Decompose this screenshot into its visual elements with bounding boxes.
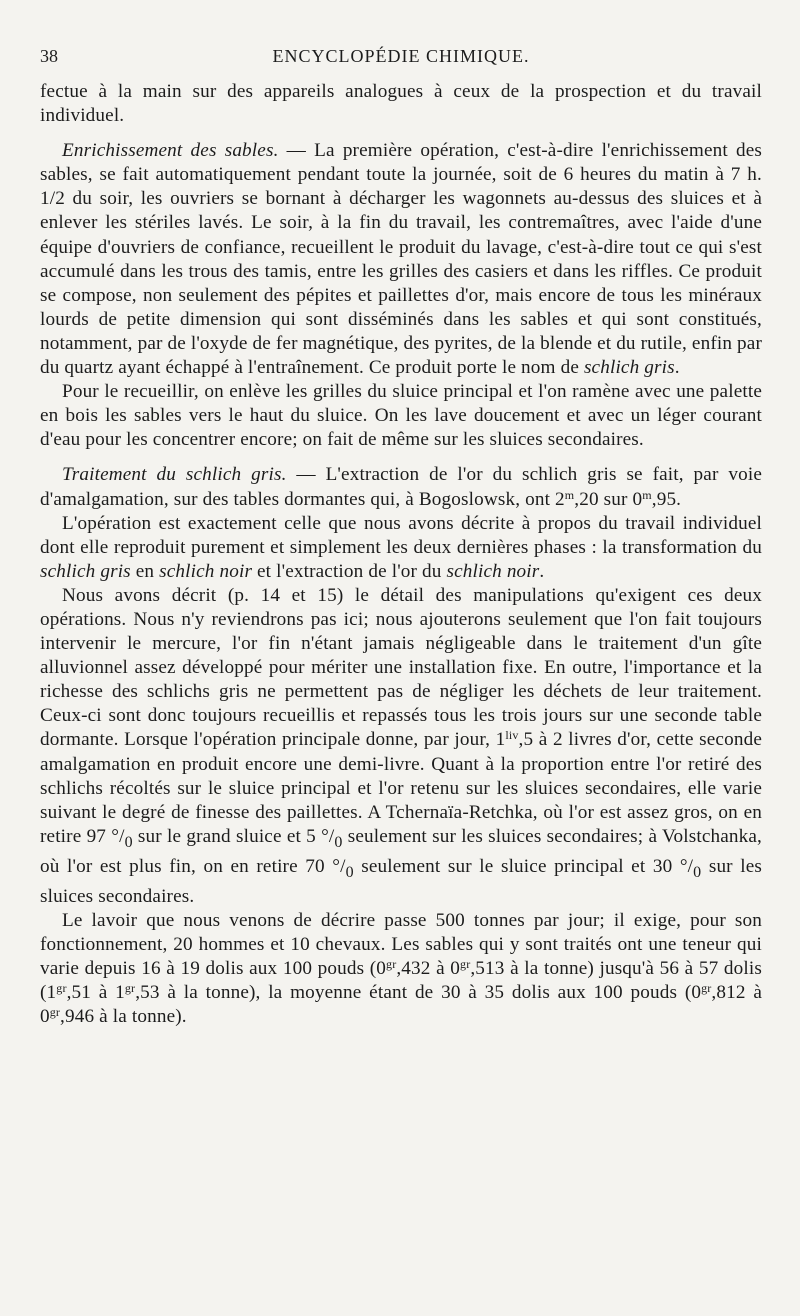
body-text (40, 80, 762, 1029)
superscript: gr (386, 956, 397, 971)
paragraph-manipulations (40, 584, 762, 909)
paragraph-text: ,5 à 2 livres d'or, cette seconde amalgamation en produit encore une demi-livre. Quant à la proportion entre l'or retiré des schlichs récoltés sur le sluice principal et l'or retenu sur les sluices secondaires, elle varie suivant le degré de finesse des paillettes. A Tchernaïa-Retchka, où l'or est assez gros, on en retire 97 °/ (40, 729, 762, 847)
paragraph-text: seulement sur le sluice principal et 30 °/ (353, 855, 694, 877)
subscript: 0 (334, 833, 343, 851)
paragraph-text: — La première opération, c'est-à-dire l'enrichissement des sables, se fait automatiquement pendant toute la journée, soit de 6 heures du matin à 7 h. 1/2 du soir, les ouvriers se bornant à décharger les wagonnets au-dessus des sluices et à enlever les stériles lavés. Le soir, à la fin du travail, les contremaîtres, avec l'aide d'une équipe d'ouvriers de confiance, recueillent le produit du lavage, c'est-à-dire tout ce qui s'est accumulé dans les trous des tamis, entre les grilles des casiers et dans les riffles. Ce produit se compose, non seulement des pépites et paillettes d'or, mais encore de tous les minéraux lourds de petite dimension qui sont disséminés dans les sables et qui sont constitués, notamment, par de l'oxyde de fer magnétique, des pyrites, de la blende et du rutile, enfin par du quartz ayant échappé à l'entraînement. Ce produit porte le nom de (40, 140, 763, 379)
paragraph-text: Pour le recueillir, on enlève les grilles du sluice principal et l'on ramène avec une palette en bois les sables vers le haut du sluice. On les lave doucement et avec un léger courant d'eau pour les concentrer encore; on fait de même sur les sluices secondaires. (40, 381, 762, 451)
superscript: m (564, 487, 575, 502)
subscript: 0 (124, 833, 133, 851)
paragraph-text: Le lavoir que nous venons de décrire passe 500 tonnes par jour; il exige, pour son fonctionnement, 20 hommes et 10 chevaux. Les sables qui y sont traités ont une teneur qui varie depuis 16 à 19 dolis aux 100 pouds (0 (40, 909, 762, 979)
paragraph-text: sur le grand sluice et 5 °/ (132, 825, 335, 847)
paragraph-text: sur les sluices secondaires. (40, 855, 762, 907)
paragraph-traitement (40, 463, 762, 511)
paragraph-text: seulement sur les sluices secondaires; à Volstchanka, où l'or est plus fin, on en retire 70 °/ (40, 825, 763, 877)
paragraph-text: ,53 à la tonne), la moyenne étant de 30 à 35 dolis aux 100 pouds (0 (135, 982, 702, 1004)
term-schlich-gris: schlich gris (583, 357, 675, 379)
superscript: gr (460, 956, 471, 971)
paragraph-text: — L'extraction de l'or du schlich gris se fait, par voie d'amalgamation, sur des tables dormantes qui, à Bogoslowsk, ont 2 (40, 464, 762, 510)
term: schlich noir (159, 560, 253, 582)
superscript: m (642, 487, 652, 502)
page-header (40, 46, 762, 80)
paragraph-text: . (674, 357, 680, 379)
superscript: gr (56, 981, 67, 996)
section-heading-enrichissement: Enrichissement des sables. (62, 140, 279, 162)
paragraph-text: et l'extraction de l'or du (252, 560, 447, 582)
term: schlich noir (446, 560, 540, 582)
section-heading-traitement: Traitement du schlich gris. (62, 464, 287, 486)
subscript: 0 (345, 863, 354, 881)
subscript: 0 (693, 863, 702, 881)
running-title: ENCYCLOPÉDIE CHIMIQUE. (272, 46, 530, 66)
superscript: gr (124, 981, 136, 996)
paragraph-text: ,95. (651, 488, 682, 510)
page-number: 38 (40, 46, 58, 66)
superscript: gr (701, 981, 712, 996)
paragraph-text: ,812 à 0 (40, 982, 762, 1028)
paragraph-recueillir (40, 380, 762, 452)
paragraph-text: ,432 à 0 (396, 957, 461, 979)
paragraph-lavoir (40, 909, 762, 1029)
superscript: liv (505, 728, 519, 743)
paragraph-text: ,513 à la tonne) jusqu'à 56 à 57 dolis (1 (40, 957, 762, 1004)
paragraph-text: ,51 à 1 (66, 982, 125, 1004)
paragraph-text: ,946 à la tonne). (60, 1006, 187, 1028)
paragraph-text: en (130, 560, 160, 582)
paragraph-text: L'opération est exactement celle que nous avons décrite à propos du travail individuel dont elle reproduit purement et simplement les deux dernières phases : la transformation du (40, 512, 762, 558)
paragraph-operation (40, 512, 762, 584)
superscript: gr (49, 1005, 61, 1020)
term: schlich gris (40, 560, 131, 582)
paragraph-text: Nous avons décrit (p. 14 et 15) le détail des manipulations qu'exigent ces deux opérations. Nous n'y reviendrons pas ici; nous ajouterons seulement que l'on fait toujours intervenir le mercure, l'or fin n'étant jamais négligeable dans le traitement d'un gîte alluvionnel assez développé pour mériter une installation fixe. En outre, l'importance et la richesse des schlichs gris ne permettent pas de négliger les déchets de leur traitement. Ceux-ci sont donc toujours recueillis et repassés tous les trois jours sur une seconde table dormante. Lorsque l'opération principale donne, par jour, 1 (40, 584, 762, 751)
paragraph-text: fectue à la main sur des appareils analogues à ceux de la prospection et du travail individuel. (40, 81, 762, 127)
paragraph-text: . (539, 560, 545, 582)
paragraph-text: ,20 sur 0 (574, 488, 643, 510)
paragraph-enrichissement (40, 139, 762, 380)
paragraph-continuation (40, 80, 762, 128)
